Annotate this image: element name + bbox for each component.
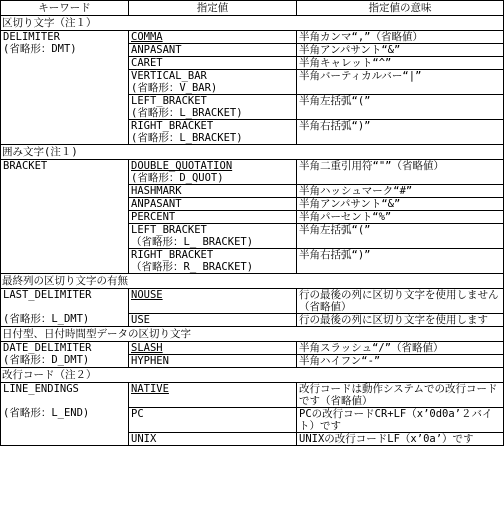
section-title-row (1, 368, 504, 383)
meaning-cell (297, 224, 504, 249)
value-cell (129, 160, 297, 185)
meaning-text: 半角カンマ“,”（省略値） (299, 31, 423, 43)
value-name: NOUSE (131, 289, 163, 301)
meaning-cell (297, 185, 504, 198)
keyword-cell (1, 289, 129, 327)
value-cell (129, 70, 297, 95)
value-name: SLASH (131, 342, 163, 354)
meaning-text: 半角左括弧“(” (299, 224, 371, 236)
value-name: RIGHT_BRACKET (131, 120, 214, 132)
meaning-cell (297, 408, 504, 433)
meaning-text: 半角左括弧“(” (299, 95, 371, 107)
section-title: 改行コード（注２） (1, 368, 504, 383)
value-name: PERCENT (131, 211, 176, 223)
value-name: VERTICAL_BAR (131, 70, 207, 82)
table-row (1, 160, 504, 185)
meaning-text: UNIXの改行コードLF（x’0a’）です (299, 433, 474, 445)
value-name: HYPHEN (131, 355, 169, 367)
meaning-text: 半角バーティカルバー“|” (299, 70, 422, 82)
meaning-text: 半角二重引用符“"”（省略値） (299, 160, 444, 172)
value-name: NATIVE (131, 383, 169, 395)
value-name: LEFT_BRACKET (131, 224, 207, 236)
value-name: ANPASANT (131, 44, 182, 56)
value-name: LEFT_BRACKET (131, 95, 207, 107)
keyword-abbrev: (省略形：L_END) (3, 407, 90, 419)
meaning-text: 半角右括弧“)” (299, 249, 371, 261)
meaning-cell (297, 57, 504, 70)
section-title-row (1, 327, 504, 342)
value-abbrev: (省略形：D_QUOT) (131, 172, 224, 184)
value-cell (129, 289, 297, 314)
meaning-cell (297, 342, 504, 355)
header-value: 指定値 (129, 1, 297, 16)
value-name: RIGHT_BRACKET (131, 249, 214, 261)
meaning-cell (297, 95, 504, 120)
header-row (1, 1, 504, 16)
meaning-cell (297, 289, 504, 314)
keyword-cell (1, 383, 129, 446)
keyword-name: BRACKET (3, 160, 48, 172)
meaning-cell (297, 160, 504, 185)
meaning-cell (297, 211, 504, 224)
keyword-name: DELIMITER (3, 31, 60, 43)
section-title-row (1, 145, 504, 160)
value-name: PC (131, 408, 144, 420)
section-title: 日付型、日付時間型データの区切り文字 (1, 327, 504, 342)
table-row (1, 383, 504, 408)
value-cell (129, 185, 297, 198)
value-name: COMMA (131, 31, 163, 43)
value-name: ANPASANT (131, 198, 182, 210)
meaning-cell (297, 31, 504, 44)
value-cell (129, 31, 297, 44)
value-abbrev: (省略形：L_BRACKET) (131, 132, 243, 144)
section-title-row (1, 16, 504, 31)
meaning-text: 半角アンパサント“&” (299, 44, 401, 56)
section-title-row (1, 274, 504, 289)
value-name: DOUBLE_QUOTATION (131, 160, 233, 172)
keyword-abbrev: (省略形：L_DMT) (3, 313, 90, 325)
header-keyword: キーワード (1, 1, 129, 16)
meaning-cell (297, 198, 504, 211)
value-cell (129, 314, 297, 327)
value-cell (129, 408, 297, 433)
value-abbrev: （省略形：R_ BRACKET) (131, 261, 254, 273)
section-title: 囲み文字(注１) (1, 145, 504, 160)
value-cell (129, 57, 297, 70)
meaning-cell (297, 70, 504, 95)
meaning-text: 行の最後の列に区切り文字を使用しません（省略値） (299, 289, 499, 313)
value-name: UNIX (131, 433, 157, 445)
keyword-cell (1, 160, 129, 274)
value-cell (129, 249, 297, 274)
meaning-text: 半角ハッシュマーク“#” (299, 185, 413, 197)
value-abbrev: (省略形：L_BRACKET) (131, 107, 243, 119)
keyword-cell (1, 31, 129, 145)
section-title: 最終列の区切り文字の有無 (1, 274, 504, 289)
meaning-text: PCの改行コードCR+LF（x’0d0a’２バイト）です (299, 408, 493, 432)
keyword-name: DATE_DELIMITER (3, 342, 92, 354)
meaning-cell (297, 433, 504, 446)
meaning-text: 行の最後の列に区切り文字を使用します (299, 314, 488, 326)
table-row (1, 342, 504, 355)
value-name: USE (131, 314, 150, 326)
meaning-cell (297, 249, 504, 274)
keyword-name: LAST_DELIMITER (3, 289, 92, 301)
meaning-text: 半角右括弧“)” (299, 120, 371, 132)
meaning-cell (297, 383, 504, 408)
table-row (1, 289, 504, 314)
meaning-cell (297, 355, 504, 368)
value-cell (129, 95, 297, 120)
keyword-cell (1, 342, 129, 368)
value-cell (129, 211, 297, 224)
value-cell (129, 224, 297, 249)
meaning-cell (297, 120, 504, 145)
value-name: CARET (131, 57, 163, 69)
value-abbrev: (省略形：V_BAR) (131, 82, 218, 94)
meaning-text: 半角ハイフン“-” (299, 355, 381, 367)
value-cell (129, 342, 297, 355)
value-cell (129, 198, 297, 211)
value-cell (129, 120, 297, 145)
value-cell (129, 355, 297, 368)
value-cell (129, 44, 297, 57)
value-abbrev: （省略形：L_ BRACKET) (131, 236, 254, 248)
section-title: 区切り文字（注１） (1, 16, 504, 31)
keyword-abbrev: (省略形：D_DMT) (3, 354, 90, 366)
value-cell (129, 433, 297, 446)
table-row (1, 31, 504, 44)
meaning-text: 半角パーセント“%” (299, 211, 392, 223)
meaning-text: 半角スラッシュ“/”（省略値） (299, 342, 444, 354)
header-meaning: 指定値の意味 (297, 1, 504, 16)
value-cell (129, 383, 297, 408)
meaning-text: 改行コードは動作システムでの改行コードです（省略値） (299, 383, 498, 407)
meaning-text: 半角アンパサント“&” (299, 198, 401, 210)
meaning-cell (297, 314, 504, 327)
meaning-cell (297, 44, 504, 57)
value-name: HASHMARK (131, 185, 182, 197)
keyword-abbrev: (省略形：DMT) (3, 43, 77, 55)
keyword-name: LINE_ENDINGS (3, 383, 79, 395)
meaning-text: 半角キャレット“^” (299, 57, 392, 69)
